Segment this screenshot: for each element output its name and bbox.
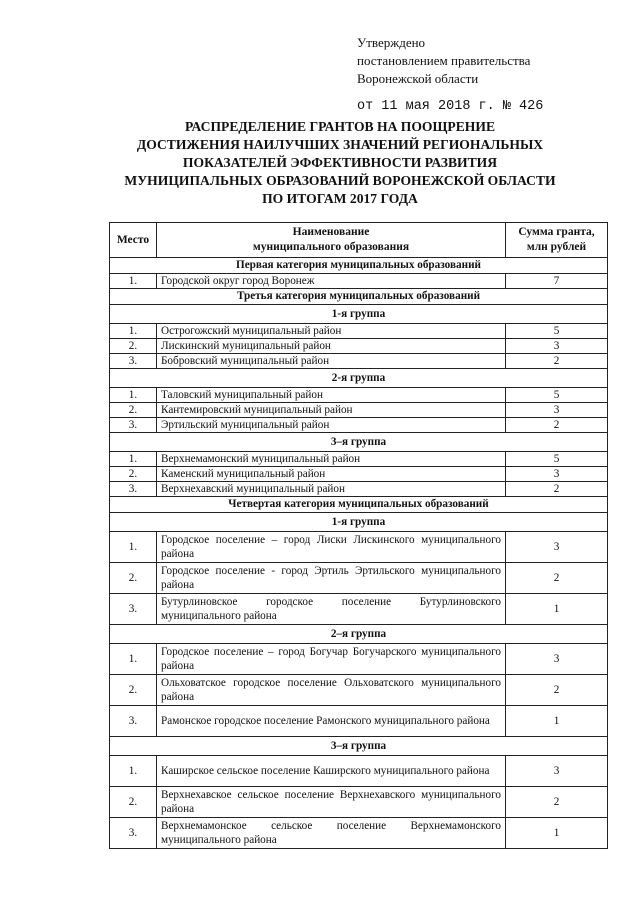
name-cell: Верхнехавский муниципальный район: [157, 482, 506, 497]
place-cell: 1.: [110, 756, 157, 787]
table-header-row: [110, 223, 608, 258]
group-label: 1-я группа: [110, 513, 608, 532]
group-label: 2-я группа: [110, 369, 608, 388]
name-cell: Городское поселение – город Богучар Богучарского муниципального района: [157, 644, 506, 675]
name-cell: Эртильский муниципальный район: [157, 418, 506, 433]
table-row: [110, 644, 608, 675]
table-row: [110, 675, 608, 706]
name-cell: Острогожский муниципальный район: [157, 324, 506, 339]
document-title: [70, 118, 610, 208]
place-cell: 3.: [110, 418, 157, 433]
sum-cell: 3: [506, 339, 608, 354]
place-cell: 1.: [110, 644, 157, 675]
approval-line-2: постановлением правительства: [357, 53, 531, 68]
place-cell: 1.: [110, 274, 157, 289]
title-line-2: ДОСТИЖЕНИЯ НАИЛУЧШИХ ЗНАЧЕНИЙ РЕГИОНАЛЬНЫХ: [136, 137, 544, 152]
table-row: [110, 532, 608, 563]
header-name-line-1: Наименование: [292, 226, 370, 238]
sum-cell: 7: [506, 274, 608, 289]
table-row: [110, 354, 608, 369]
table-row: [110, 467, 608, 482]
table-row: [110, 482, 608, 497]
table-row: [110, 594, 608, 625]
sum-cell: 2: [506, 418, 608, 433]
group-label: 1-я группа: [110, 305, 608, 324]
name-cell: Городской округ город Воронеж: [157, 274, 506, 289]
name-cell: Лискинский муниципальный район: [157, 339, 506, 354]
category-row: [110, 497, 608, 513]
title-line-3: ПОКАЗАТЕЛЕЙ ЭФФЕКТИВНОСТИ РАЗВИТИЯ: [182, 155, 498, 170]
place-cell: 2.: [110, 403, 157, 418]
group-row: [110, 305, 608, 324]
group-label: 3–я группа: [110, 433, 608, 452]
place-cell: 2.: [110, 675, 157, 706]
table-body: [110, 258, 608, 849]
sum-cell: 5: [506, 388, 608, 403]
sum-cell: 3: [506, 467, 608, 482]
table-row: [110, 818, 608, 849]
place-cell: 2.: [110, 787, 157, 818]
table-row: [110, 403, 608, 418]
table-row: [110, 324, 608, 339]
sum-cell: 2: [506, 482, 608, 497]
sum-cell: 5: [506, 452, 608, 467]
group-label: 3–я группа: [110, 737, 608, 756]
place-cell: 3.: [110, 818, 157, 849]
group-row: [110, 625, 608, 644]
place-cell: 3.: [110, 706, 157, 737]
category-row: [110, 289, 608, 305]
place-cell: 1.: [110, 324, 157, 339]
sum-cell: 1: [506, 706, 608, 737]
title-line-5: ПО ИТОГАМ 2017 ГОДА: [262, 191, 418, 206]
approval-line-1: Утверждено: [357, 35, 426, 50]
table-row: [110, 706, 608, 737]
approval-dateline: от 11 мая 2018 г. № 426: [357, 99, 544, 114]
name-cell: Верхнехавское сельское поселение Верхнехавского муниципального района: [157, 787, 506, 818]
name-cell: Кантемировский муниципальный район: [157, 403, 506, 418]
sum-cell: 2: [506, 563, 608, 594]
name-cell: Ольховатское городское поселение Ольховатского муниципального района: [157, 675, 506, 706]
place-cell: 2.: [110, 563, 157, 594]
title-line-4: МУНИЦИПАЛЬНЫХ ОБРАЗОВАНИЙ ВОРОНЕЖСКОЙ ОБЛАСТИ: [124, 173, 556, 188]
sum-cell: 3: [506, 403, 608, 418]
name-cell: Таловский муниципальный район: [157, 388, 506, 403]
place-cell: 3.: [110, 482, 157, 497]
group-row: [110, 433, 608, 452]
group-label: 2–я группа: [110, 625, 608, 644]
sum-cell: 2: [506, 787, 608, 818]
place-cell: 2.: [110, 339, 157, 354]
name-cell: Городское поселение – город Лиски Лискинского муниципального района: [157, 532, 506, 563]
place-cell: 3.: [110, 354, 157, 369]
table-row: [110, 452, 608, 467]
header-name-line-2: муниципального образования: [252, 241, 410, 253]
header-sum-line-2: млн рублей: [526, 241, 587, 253]
table-row: [110, 339, 608, 354]
place-cell: 1.: [110, 452, 157, 467]
grants-table: [109, 222, 608, 849]
approval-block: [357, 34, 543, 116]
place-cell: 3.: [110, 594, 157, 625]
approval-line-3: Воронежской области: [357, 71, 479, 86]
header-name: [157, 223, 506, 258]
header-sum: [506, 223, 608, 258]
sum-cell: 1: [506, 594, 608, 625]
table-row: [110, 563, 608, 594]
sum-cell: 5: [506, 324, 608, 339]
name-cell: Бутурлиновское городское поселение Бутурлиновского муниципального района: [157, 594, 506, 625]
sum-cell: 2: [506, 675, 608, 706]
table-row: [110, 418, 608, 433]
name-cell: Каменский муниципальный район: [157, 467, 506, 482]
name-cell: Городское поселение - город Эртиль Эртильского муниципального района: [157, 563, 506, 594]
category-label: Четвертая категория муниципальных образований: [110, 497, 608, 513]
sum-cell: 3: [506, 644, 608, 675]
place-cell: 1.: [110, 532, 157, 563]
name-cell: Каширское сельское поселение Каширского муниципального района: [157, 756, 506, 787]
sum-cell: 2: [506, 354, 608, 369]
table-row: [110, 274, 608, 289]
group-row: [110, 737, 608, 756]
category-row: [110, 258, 608, 274]
header-sum-line-1: Сумма гранта,: [518, 226, 595, 238]
sum-cell: 3: [506, 756, 608, 787]
title-line-1: РАСПРЕДЕЛЕНИЕ ГРАНТОВ НА ПООЩРЕНИЕ: [184, 119, 496, 134]
name-cell: Бобровский муниципальный район: [157, 354, 506, 369]
name-cell: Верхнемамонское сельское поселение Верхнемамонского муниципального района: [157, 818, 506, 849]
table-row: [110, 388, 608, 403]
category-label: Третья категория муниципальных образований: [110, 289, 608, 305]
table-row: [110, 756, 608, 787]
place-cell: 1.: [110, 388, 157, 403]
header-place: Место: [110, 223, 157, 258]
name-cell: Верхнемамонский муниципальный район: [157, 452, 506, 467]
category-label: Первая категория муниципальных образований: [110, 258, 608, 274]
sum-cell: 3: [506, 532, 608, 563]
group-row: [110, 513, 608, 532]
table-row: [110, 787, 608, 818]
sum-cell: 1: [506, 818, 608, 849]
name-cell: Рамонское городское поселение Рамонского муниципального района: [157, 706, 506, 737]
place-cell: 2.: [110, 467, 157, 482]
group-row: [110, 369, 608, 388]
